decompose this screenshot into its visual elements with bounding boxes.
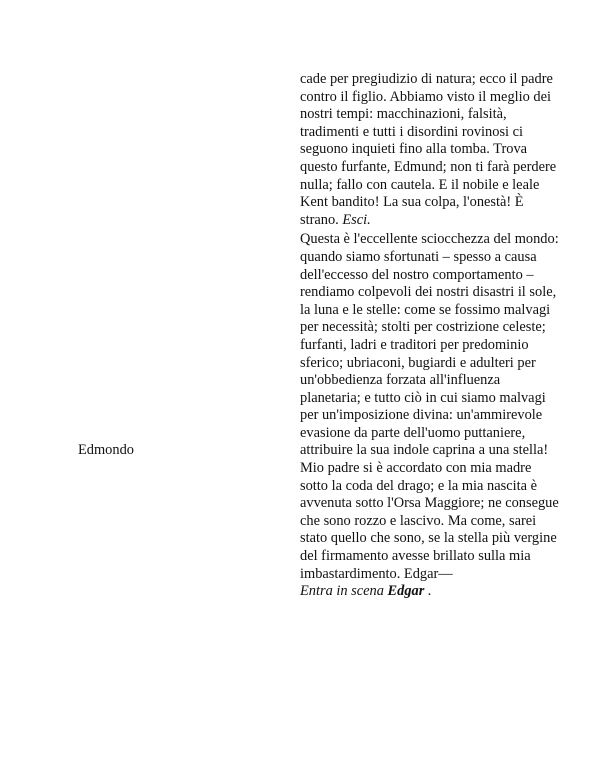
entrance-prefix: Entra in scena bbox=[300, 583, 384, 600]
speaker-name: Edmondo bbox=[78, 442, 134, 458]
entrance-stage-direction bbox=[300, 583, 562, 601]
speech-continuation bbox=[300, 71, 562, 229]
entrance-suffix: . bbox=[424, 583, 432, 600]
entrance-character: Edgar bbox=[387, 583, 425, 600]
exit-stage-direction: Esci. bbox=[342, 211, 371, 228]
edmondo-speech: Questa è l'eccellente sciocchezza del mondo: quando siamo sfortunati – spesso a causa dell'eccesso del nostro comportamento – rendiamo colpevoli dei nostri disastri il sole, la luna e le stelle: come se fossimo malvagi per necessità; stolti per costrizione celeste; furfanti, ladri e traditori per predominio sferico; ubriaconi, bugiardi e adulteri per un'obbedienza forzata all'influenza planetaria; e tutto ciò in cui siamo malvagi per un'imposizione divina: un'ammirevole evasione da parte dell'uomo puttaniere, attribuire la sua indole caprina a una stella! Mio padre si è accordato con mia madre sotto la coda del drago; e la mia nascita è avvenuta sotto l'Orsa Maggiore; ne consegue che sono rozzo e lascivo. Ma come, sarei stato quello che sono, se la stella più vergine del firmamento avesse brillato sulla mia imbastardimento. Edgar— bbox=[300, 231, 559, 582]
speech-continuation-text: cade per pregiudizio di natura; ecco il padre contro il figlio. Abbiamo visto il meglio dei nostri tempi: macchinazioni, falsità, tradimenti e tutti i disordini rovinosi ci seguono inquieti fino alla tomba. Trova questo furfante, Edmund; non ti farà perdere nulla; fallo con cautela. E il nobile e leale Kent bandito! La sua colpa, l'onestà! È strano. bbox=[300, 71, 557, 228]
dialogue-column bbox=[300, 71, 562, 601]
